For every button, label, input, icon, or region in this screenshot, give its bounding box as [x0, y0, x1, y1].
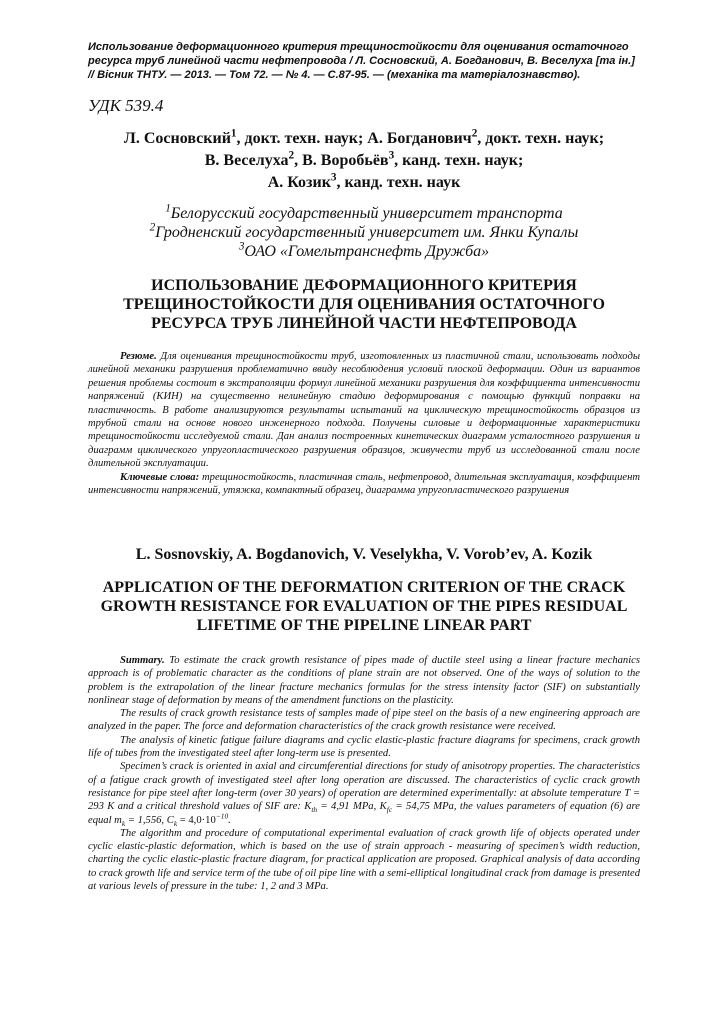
- affiliation-2: [88, 223, 640, 242]
- abstract-label: Резюме.: [120, 351, 157, 362]
- affil-mark: 2: [471, 127, 478, 140]
- affil-text: Гродненский государственный университет им. Янки Купалы: [155, 224, 579, 241]
- summary-en: [88, 654, 640, 893]
- citation: Использование деформационного критерия трещиностойкости для оценивания остаточного ресурса труб линейной части нефтепровода / Л. Сосновский, А. Богданович, В. Веселуха [та ін.] // Вісник ТНТУ. — 2013. — Том 72. — № 4. — С.87-95. — (механіка та матеріалознавство).: [88, 41, 635, 81]
- summary-paragraph-4: [88, 760, 640, 826]
- affil-mark: 1: [230, 127, 237, 140]
- authors-ru-line-1: [88, 128, 640, 150]
- author-name: А. Козик: [267, 174, 331, 191]
- title-en: APPLICATION OF THE DEFORMATION CRITERION OF THE CRACK GROWTH RESISTANCE FOR EVALUATION OF THE PIPES RESIDUAL LIFETIME OF THE PIPELINE LINEAR PART: [100, 579, 628, 634]
- author-name: В. Веселуха: [204, 152, 289, 169]
- affil-mark: 2: [288, 149, 295, 162]
- affil-text: Белорусский государственный университет транспорта: [170, 205, 563, 222]
- summary-paragraph-1: [88, 654, 640, 707]
- summary-paragraph-3: The analysis of kinetic fatigue failure diagrams and cyclic elastic-plastic fracture diagrams for specimens, crack growth life of tubes from the investigated steel after long-term use is presented.: [88, 734, 640, 760]
- summary-text: To estimate the crack growth resistance of pipes made of ductile steel using a linear fracture mechanics approach is of problematic character as the conditions of plane strain are not observed. One of the ways of solution to the problem is the extrapolation of the linear fracture mechanics formulas for the stress intensity factor (SIF) on substantially nonlinear stage of deformation by means of the amendment functions on the plasticity.: [88, 655, 640, 706]
- affil-mark: 3: [388, 149, 395, 162]
- affil-num: 1: [165, 202, 171, 215]
- formula-value: = 4,0·10: [177, 814, 216, 826]
- formula-symbol: C: [166, 814, 174, 826]
- abstract-body: Для оценивания трещиностойкости труб, изготовленных из пластичной стали, использовать подходы линейной механики разрушения проблематично ввиду несоблюдения условий плоской деформации. Один из вариантов решения проблемы состоит в экстраполяции формул линейной механики разрушения для коэффициента интенсивности напряжений (КИН) на существенно нелинейную стадию деформирования с помощью функций поправки на пластичность. В работе анализируются результаты испытаний на циклическую трещиностойкость образцов из трубной стали на основе нового инженерного подхода. Получены силовые и деформационные характеристики трещиностойкости исследуемой стали. Дан анализ построенных кинетических диаграмм усталостного разрушения и диаграмм циклического упругопластического разрушения образцов, живучести труб из исследованной стали после длительной эксплуатации.: [88, 351, 640, 470]
- summary-text: .: [228, 814, 231, 826]
- affil-num: 2: [149, 221, 156, 234]
- author-name: , докт. техн. наук; А. Богданович: [236, 130, 472, 147]
- subscript: k: [121, 818, 126, 828]
- udk-code: УДК 539.4: [88, 96, 164, 115]
- affil-num: 3: [238, 240, 245, 253]
- affiliation-1: [88, 204, 640, 223]
- author-name: Л. Сосновский: [123, 130, 231, 147]
- subscript: k: [173, 818, 178, 828]
- authors-en: L. Sosnovskiy, A. Bogdanovich, V. Veselykha, V. Vorob’ev, A. Kozik: [135, 546, 593, 563]
- author-degree: , канд. техн. наук;: [394, 152, 524, 169]
- author-name: , В. Воробьёв: [294, 152, 389, 169]
- authors-ru: [88, 128, 640, 194]
- affiliations: [88, 204, 640, 261]
- keywords-body: трещиностойкость, пластичная сталь, нефтепровод, длительная эксплуатация, коэффициент интенсивности напряжений, утяжка, компактный образец, диаграмма упругопластического разрушения: [88, 471, 640, 497]
- summary-paragraph-5: The algorithm and procedure of computational experimental evaluation of crack growth life of objects operated under cyclic elastic-plastic deformation, which is based on the use of strain approach - measuring of specimen’s width reduction, charting the cyclic elastic-plastic fracture diagram, for practical application are proposed. Graphical analysis of data according to crack growth life and service term of the tube of oil pipe line with a semi-elliptical longitudinal crack from damage is presented at various levels of pressure in the tube: 1, 2 and 3 MPa.: [88, 827, 640, 893]
- exponent: −10: [215, 811, 229, 821]
- title-ru: ИСПОЛЬЗОВАНИЕ ДЕФОРМАЦИОННОГО КРИТЕРИЯ ТРЕЩИНОСТОЙКОСТИ ДЛЯ ОЦЕНИВАНИЯ ОСТАТОЧНОГО РЕСУРСА ТРУБ ЛИНЕЙНОЙ ЧАСТИ НЕФТЕПРОВОДА: [123, 277, 605, 332]
- authors-ru-line-3: [88, 172, 640, 194]
- authors-ru-line-2: [88, 150, 640, 172]
- summary-text: = 1,556,: [125, 814, 167, 826]
- author-degree: , канд. техн. наук: [336, 174, 461, 191]
- affiliation-3: [88, 242, 640, 261]
- affil-mark: 3: [330, 171, 337, 184]
- summary-text: = 54,75 MPa, the values parameters of equation (6) are equal m: [88, 801, 640, 826]
- summary-text: = 4,91 MPa, K: [317, 801, 387, 813]
- subscript: th: [311, 805, 318, 815]
- summary-text: Specimen’s crack is oriented in axial and circumferential directions for study of anisotropy properties. The characteristics of a fatigue crack growth of investigated steel after long operation are discussed. The characteristics of cyclic crack growth resistance for pipe steel after long-term (over 30 years) of operation are determined experimentally: at absolute temperature T = 293 K and a critical threshold values of SIF are: K: [88, 761, 640, 813]
- summary-label: Summary.: [120, 655, 165, 666]
- abstract-ru-text: [88, 350, 640, 471]
- summary-paragraph-2: The results of crack growth resistance tests of samples made of pipe steel on the basis of a new engineering approach are analyzed in the paper. The force and deformation characteristics of the crack growth resistance were received.: [88, 708, 640, 733]
- abstract-ru: [88, 350, 640, 497]
- keywords-label: Ключевые слова:: [120, 471, 200, 483]
- affil-text: ОАО «Гомельтранснефть Дружба»: [244, 243, 490, 260]
- author-degree: , докт. техн. наук;: [477, 130, 605, 147]
- keywords-ru: [88, 471, 640, 498]
- subscript: fc: [386, 805, 393, 815]
